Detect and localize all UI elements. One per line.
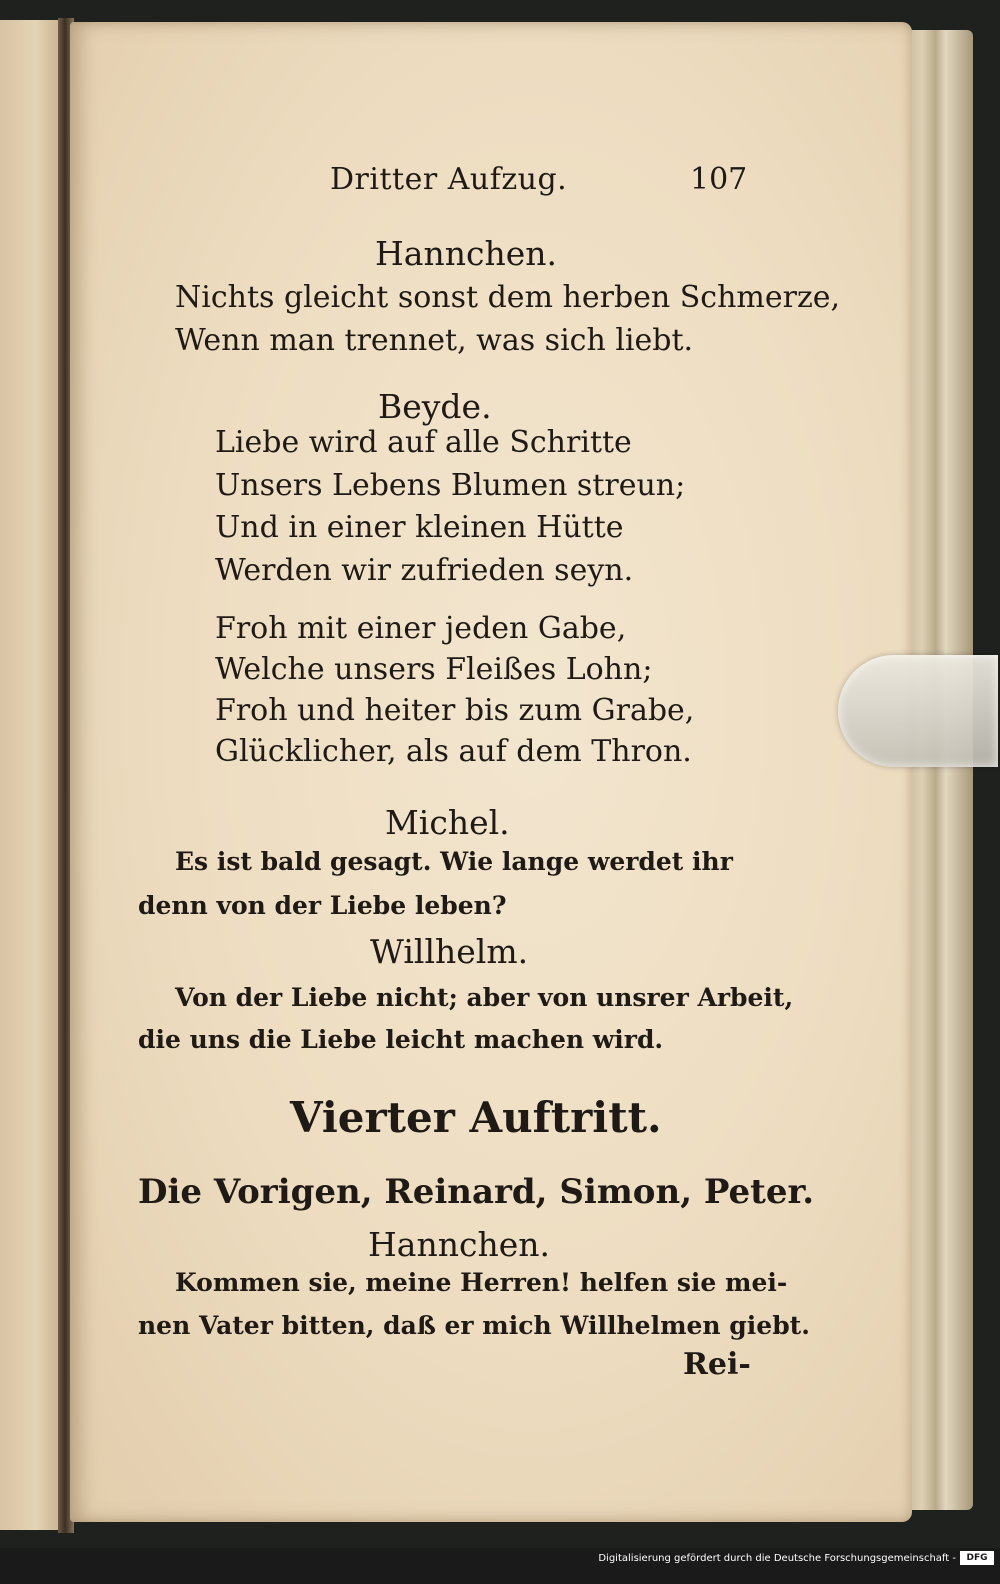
running-head: Dritter Aufzug. (330, 162, 568, 197)
prose-line: Von der Liebe nicht; aber von unsrer Arbeit, (175, 983, 794, 1012)
verse-line: Glücklicher, als auf dem Thron. (215, 734, 692, 769)
verse-line: Und in einer kleinen Hütte (215, 510, 624, 545)
speaker-beyde: Beyde. (378, 387, 492, 426)
verse-line: Froh und heiter bis zum Grabe, (215, 693, 695, 728)
verse-line: Nichts gleicht sonst dem herben Schmerze, (175, 280, 841, 315)
verse-line: Welche unsers Fleißes Lohn; (215, 652, 653, 687)
facing-page-edge (0, 20, 60, 1530)
funding-credit: Digitalisierung gefördert durch die Deutsche Forschungsgemeinschaft - (598, 1553, 956, 1564)
verse-line: Froh mit einer jeden Gabe, (215, 611, 627, 646)
verse-line: Werden wir zufrieden seyn. (215, 553, 634, 588)
speaker-willhelm: Willhelm. (370, 932, 529, 971)
speaker-michel: Michel. (385, 803, 510, 842)
prose-line: denn von der Liebe leben? (138, 891, 507, 920)
prose-line: die uns die Liebe leicht machen wird. (138, 1025, 664, 1054)
prose-line: Kommen sie, meine Herren! helfen sie mei- (175, 1268, 788, 1297)
verse-line: Liebe wird auf alle Schritte (215, 425, 632, 460)
scene-title: Vierter Auftritt. (290, 1093, 662, 1142)
page-number: 107 (690, 162, 748, 197)
speaker-hannchen: Hannchen. (375, 234, 557, 273)
speaker-hannchen: Hannchen. (368, 1225, 550, 1264)
prose-line: nen Vater bitten, daß er mich Willhelmen giebt. (138, 1311, 810, 1340)
cast-list: Die Vorigen, Reinard, Simon, Peter. (138, 1172, 815, 1212)
verse-line: Wenn man trennet, was sich liebt. (175, 323, 694, 358)
page-clip (838, 655, 998, 767)
verse-line: Unsers Lebens Blumen streun; (215, 468, 686, 503)
dfg-logo: DFG (960, 1551, 994, 1565)
page-stack-edges (905, 30, 973, 1510)
prose-line: Es ist bald gesagt. Wie lange werdet ihr (175, 847, 733, 876)
catchword: Rei- (683, 1347, 751, 1382)
